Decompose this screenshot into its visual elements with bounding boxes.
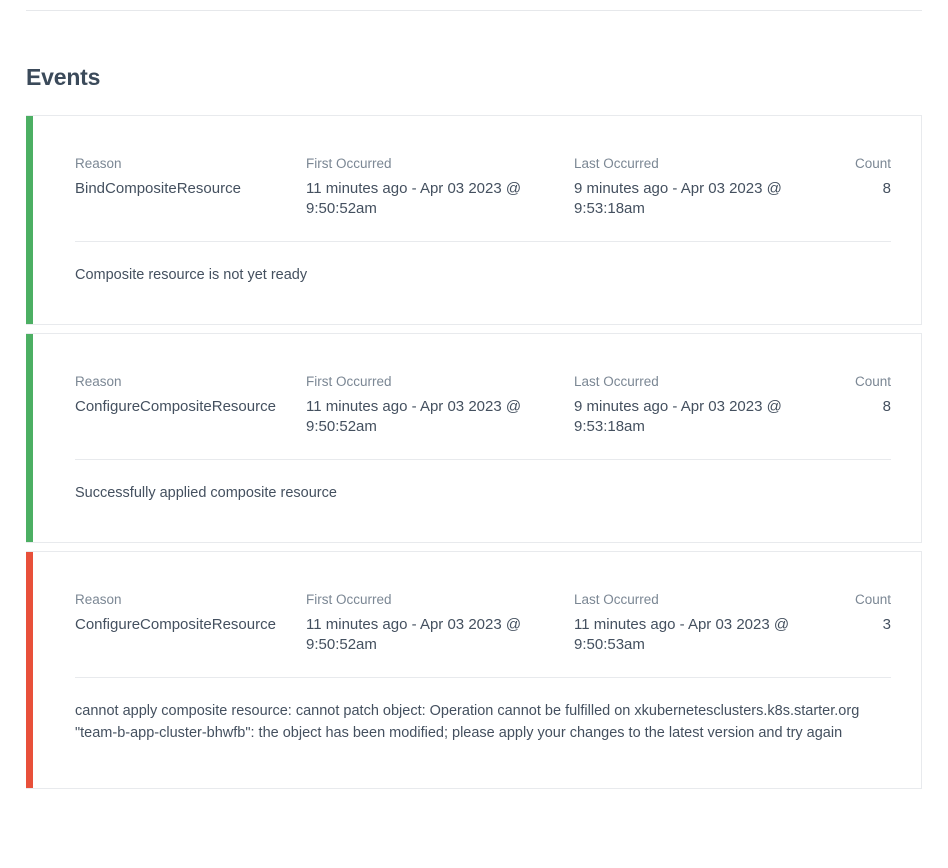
event-card[interactable] xyxy=(26,551,922,789)
event-message: Composite resource is not yet ready xyxy=(75,267,308,283)
event-count-field xyxy=(842,156,891,199)
event-last-occurred-field xyxy=(574,374,842,437)
event-count-field xyxy=(842,374,891,417)
event-message: Successfully applied composite resource xyxy=(75,485,337,501)
count-value: 8 xyxy=(882,180,891,197)
reason-value: ConfigureCompositeResource xyxy=(75,398,276,415)
first-occurred-value: 11 minutes ago - Apr 03 2023 @ 9:50:52am xyxy=(306,180,522,217)
last-occurred-label: Last Occurred xyxy=(574,374,659,389)
last-occurred-label: Last Occurred xyxy=(574,592,659,607)
event-count-field xyxy=(842,592,891,635)
reason-label: Reason xyxy=(75,592,122,607)
event-status-bar xyxy=(26,552,33,788)
event-first-occurred-field xyxy=(306,374,574,437)
event-reason-field xyxy=(75,374,306,417)
reason-label: Reason xyxy=(75,374,122,389)
reason-value: ConfigureCompositeResource xyxy=(75,616,276,633)
page-title: Events xyxy=(26,64,101,90)
count-label: Count xyxy=(854,374,891,389)
count-value: 3 xyxy=(882,616,891,633)
event-reason-field xyxy=(75,592,306,635)
events-list xyxy=(26,115,922,797)
last-occurred-value: 9 minutes ago - Apr 03 2023 @ 9:53:18am xyxy=(574,398,782,435)
event-first-occurred-field xyxy=(306,592,574,655)
event-body xyxy=(26,116,921,324)
last-occurred-value: 11 minutes ago - Apr 03 2023 @ 9:50:53am xyxy=(574,616,790,653)
first-occurred-value: 11 minutes ago - Apr 03 2023 @ 9:50:52am xyxy=(306,398,522,435)
event-last-occurred-field xyxy=(574,156,842,219)
first-occurred-value: 11 minutes ago - Apr 03 2023 @ 9:50:52am xyxy=(306,616,522,653)
event-last-occurred-field xyxy=(574,592,842,655)
event-status-bar xyxy=(26,334,33,542)
event-body xyxy=(26,552,921,788)
event-message: cannot apply composite resource: cannot patch object: Operation cannot be fulfilled on xkubernetesclusters.k8s.starter.org "team-b-app-cluster-bhwfb": the object has been modified; please apply your changes to the latest version and try again xyxy=(75,703,860,741)
event-first-occurred-field xyxy=(306,156,574,219)
reason-value: BindCompositeResource xyxy=(75,180,241,197)
first-occurred-label: First Occurred xyxy=(306,156,392,171)
event-reason-field xyxy=(75,156,306,199)
last-occurred-label: Last Occurred xyxy=(574,156,659,171)
event-body xyxy=(26,334,921,542)
count-value: 8 xyxy=(882,398,891,415)
event-fields xyxy=(75,374,891,437)
last-occurred-value: 9 minutes ago - Apr 03 2023 @ 9:53:18am xyxy=(574,180,782,217)
event-status-bar xyxy=(26,116,33,324)
first-occurred-label: First Occurred xyxy=(306,374,392,389)
event-card[interactable] xyxy=(26,333,922,543)
first-occurred-label: First Occurred xyxy=(306,592,392,607)
event-fields xyxy=(75,592,891,655)
top-divider xyxy=(26,10,922,11)
count-label: Count xyxy=(854,592,891,607)
event-card[interactable] xyxy=(26,115,922,325)
event-fields xyxy=(75,156,891,219)
count-label: Count xyxy=(854,156,891,171)
reason-label: Reason xyxy=(75,156,122,171)
